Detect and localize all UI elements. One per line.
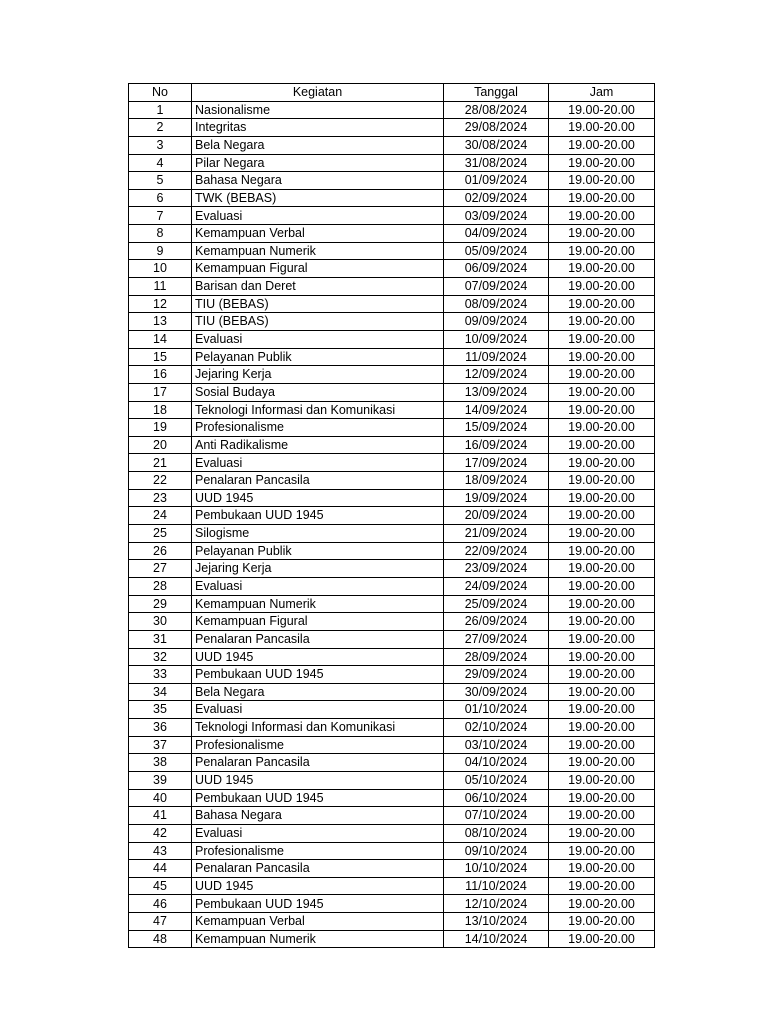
cell-tanggal: 26/09/2024: [444, 613, 549, 631]
cell-tanggal: 14/10/2024: [444, 930, 549, 948]
cell-kegiatan: Penalaran Pancasila: [192, 860, 444, 878]
table-row: [129, 472, 655, 490]
cell-jam: 19.00-20.00: [549, 895, 655, 913]
cell-jam: 19.00-20.00: [549, 824, 655, 842]
cell-kegiatan: Pembukaan UUD 1945: [192, 789, 444, 807]
cell-jam: 19.00-20.00: [549, 207, 655, 225]
cell-tanggal: 07/10/2024: [444, 807, 549, 825]
cell-jam: 19.00-20.00: [549, 930, 655, 948]
cell-tanggal: 20/09/2024: [444, 507, 549, 525]
cell-kegiatan: Bahasa Negara: [192, 807, 444, 825]
table-row: [129, 436, 655, 454]
cell-no: 20: [129, 436, 192, 454]
cell-tanggal: 05/09/2024: [444, 242, 549, 260]
header-row: [129, 84, 655, 102]
cell-no: 39: [129, 771, 192, 789]
cell-tanggal: 06/09/2024: [444, 260, 549, 278]
header-no: No: [129, 84, 192, 102]
cell-kegiatan: Evaluasi: [192, 207, 444, 225]
table-row: [129, 101, 655, 119]
cell-tanggal: 11/09/2024: [444, 348, 549, 366]
cell-no: 44: [129, 860, 192, 878]
cell-no: 25: [129, 525, 192, 543]
table-body: [129, 101, 655, 948]
cell-jam: 19.00-20.00: [549, 419, 655, 437]
cell-kegiatan: Pembukaan UUD 1945: [192, 507, 444, 525]
cell-tanggal: 08/09/2024: [444, 295, 549, 313]
cell-no: 14: [129, 330, 192, 348]
cell-jam: 19.00-20.00: [549, 595, 655, 613]
cell-kegiatan: Evaluasi: [192, 824, 444, 842]
cell-jam: 19.00-20.00: [549, 630, 655, 648]
cell-tanggal: 04/09/2024: [444, 225, 549, 243]
cell-tanggal: 13/09/2024: [444, 383, 549, 401]
cell-jam: 19.00-20.00: [549, 348, 655, 366]
cell-kegiatan: UUD 1945: [192, 648, 444, 666]
cell-jam: 19.00-20.00: [549, 525, 655, 543]
cell-kegiatan: UUD 1945: [192, 877, 444, 895]
cell-kegiatan: Kemampuan Numerik: [192, 595, 444, 613]
table-row: [129, 666, 655, 684]
header-tanggal: Tanggal: [444, 84, 549, 102]
cell-tanggal: 02/10/2024: [444, 719, 549, 737]
cell-tanggal: 15/09/2024: [444, 419, 549, 437]
table-row: [129, 648, 655, 666]
cell-tanggal: 27/09/2024: [444, 630, 549, 648]
cell-kegiatan: Integritas: [192, 119, 444, 137]
cell-tanggal: 07/09/2024: [444, 278, 549, 296]
cell-no: 33: [129, 666, 192, 684]
cell-kegiatan: Kemampuan Numerik: [192, 930, 444, 948]
cell-kegiatan: Barisan dan Deret: [192, 278, 444, 296]
cell-tanggal: 29/09/2024: [444, 666, 549, 684]
table-row: [129, 789, 655, 807]
cell-jam: 19.00-20.00: [549, 913, 655, 931]
cell-jam: 19.00-20.00: [549, 701, 655, 719]
cell-no: 3: [129, 136, 192, 154]
cell-kegiatan: Penalaran Pancasila: [192, 630, 444, 648]
cell-tanggal: 24/09/2024: [444, 577, 549, 595]
table-row: [129, 807, 655, 825]
cell-kegiatan: Evaluasi: [192, 330, 444, 348]
cell-no: 46: [129, 895, 192, 913]
cell-tanggal: 12/09/2024: [444, 366, 549, 384]
cell-jam: 19.00-20.00: [549, 860, 655, 878]
table-row: [129, 913, 655, 931]
cell-tanggal: 04/10/2024: [444, 754, 549, 772]
cell-no: 19: [129, 419, 192, 437]
cell-no: 22: [129, 472, 192, 490]
cell-jam: 19.00-20.00: [549, 189, 655, 207]
cell-tanggal: 31/08/2024: [444, 154, 549, 172]
cell-no: 17: [129, 383, 192, 401]
table-row: [129, 577, 655, 595]
cell-kegiatan: Jejaring Kerja: [192, 366, 444, 384]
cell-jam: 19.00-20.00: [549, 577, 655, 595]
cell-no: 29: [129, 595, 192, 613]
cell-no: 7: [129, 207, 192, 225]
cell-tanggal: 13/10/2024: [444, 913, 549, 931]
cell-kegiatan: Silogisme: [192, 525, 444, 543]
cell-jam: 19.00-20.00: [549, 648, 655, 666]
cell-kegiatan: Kemampuan Verbal: [192, 913, 444, 931]
cell-jam: 19.00-20.00: [549, 472, 655, 490]
cell-jam: 19.00-20.00: [549, 383, 655, 401]
cell-no: 42: [129, 824, 192, 842]
cell-tanggal: 18/09/2024: [444, 472, 549, 490]
cell-no: 13: [129, 313, 192, 331]
cell-tanggal: 22/09/2024: [444, 542, 549, 560]
table-row: [129, 401, 655, 419]
table-row: [129, 366, 655, 384]
table-row: [129, 754, 655, 772]
cell-no: 9: [129, 242, 192, 260]
table-row: [129, 172, 655, 190]
cell-tanggal: 01/09/2024: [444, 172, 549, 190]
table-row: [129, 454, 655, 472]
cell-kegiatan: UUD 1945: [192, 489, 444, 507]
cell-tanggal: 09/10/2024: [444, 842, 549, 860]
schedule-table: [128, 83, 655, 948]
cell-jam: 19.00-20.00: [549, 719, 655, 737]
cell-no: 35: [129, 701, 192, 719]
table-row: [129, 154, 655, 172]
table-row: [129, 895, 655, 913]
cell-tanggal: 02/09/2024: [444, 189, 549, 207]
cell-no: 23: [129, 489, 192, 507]
table-row: [129, 313, 655, 331]
cell-no: 36: [129, 719, 192, 737]
cell-no: 34: [129, 683, 192, 701]
table-row: [129, 136, 655, 154]
cell-no: 38: [129, 754, 192, 772]
cell-kegiatan: Jejaring Kerja: [192, 560, 444, 578]
cell-no: 18: [129, 401, 192, 419]
cell-tanggal: 03/09/2024: [444, 207, 549, 225]
cell-kegiatan: Evaluasi: [192, 577, 444, 595]
cell-no: 45: [129, 877, 192, 895]
cell-jam: 19.00-20.00: [549, 613, 655, 631]
cell-kegiatan: Penalaran Pancasila: [192, 472, 444, 490]
cell-no: 28: [129, 577, 192, 595]
table-row: [129, 860, 655, 878]
cell-kegiatan: Nasionalisme: [192, 101, 444, 119]
cell-jam: 19.00-20.00: [549, 295, 655, 313]
table-row: [129, 719, 655, 737]
table-row: [129, 207, 655, 225]
cell-jam: 19.00-20.00: [549, 771, 655, 789]
cell-jam: 19.00-20.00: [549, 260, 655, 278]
table-row: [129, 242, 655, 260]
cell-tanggal: 19/09/2024: [444, 489, 549, 507]
cell-kegiatan: Kemampuan Verbal: [192, 225, 444, 243]
cell-kegiatan: Pembukaan UUD 1945: [192, 895, 444, 913]
cell-tanggal: 11/10/2024: [444, 877, 549, 895]
table-row: [129, 683, 655, 701]
cell-tanggal: 14/09/2024: [444, 401, 549, 419]
cell-no: 41: [129, 807, 192, 825]
cell-tanggal: 05/10/2024: [444, 771, 549, 789]
cell-no: 24: [129, 507, 192, 525]
table-row: [129, 560, 655, 578]
cell-kegiatan: Profesionalisme: [192, 736, 444, 754]
table-row: [129, 295, 655, 313]
cell-kegiatan: Pembukaan UUD 1945: [192, 666, 444, 684]
cell-no: 1: [129, 101, 192, 119]
cell-jam: 19.00-20.00: [549, 436, 655, 454]
cell-jam: 19.00-20.00: [549, 877, 655, 895]
cell-no: 21: [129, 454, 192, 472]
table-row: [129, 225, 655, 243]
cell-tanggal: 03/10/2024: [444, 736, 549, 754]
cell-jam: 19.00-20.00: [549, 366, 655, 384]
cell-no: 2: [129, 119, 192, 137]
cell-kegiatan: Kemampuan Figural: [192, 613, 444, 631]
cell-kegiatan: Evaluasi: [192, 701, 444, 719]
cell-kegiatan: Bela Negara: [192, 136, 444, 154]
cell-tanggal: 01/10/2024: [444, 701, 549, 719]
table-row: [129, 507, 655, 525]
cell-jam: 19.00-20.00: [549, 401, 655, 419]
cell-kegiatan: Pilar Negara: [192, 154, 444, 172]
cell-kegiatan: Pelayanan Publik: [192, 542, 444, 560]
cell-jam: 19.00-20.00: [549, 154, 655, 172]
cell-tanggal: 10/10/2024: [444, 860, 549, 878]
cell-no: 32: [129, 648, 192, 666]
cell-no: 11: [129, 278, 192, 296]
cell-kegiatan: Kemampuan Figural: [192, 260, 444, 278]
cell-jam: 19.00-20.00: [549, 842, 655, 860]
cell-tanggal: 10/09/2024: [444, 330, 549, 348]
cell-kegiatan: UUD 1945: [192, 771, 444, 789]
cell-kegiatan: Penalaran Pancasila: [192, 754, 444, 772]
cell-kegiatan: Kemampuan Numerik: [192, 242, 444, 260]
cell-kegiatan: TWK (BEBAS): [192, 189, 444, 207]
cell-kegiatan: Evaluasi: [192, 454, 444, 472]
cell-jam: 19.00-20.00: [549, 101, 655, 119]
cell-no: 16: [129, 366, 192, 384]
cell-jam: 19.00-20.00: [549, 789, 655, 807]
cell-tanggal: 25/09/2024: [444, 595, 549, 613]
cell-no: 15: [129, 348, 192, 366]
cell-kegiatan: Profesionalisme: [192, 842, 444, 860]
cell-kegiatan: Sosial Budaya: [192, 383, 444, 401]
table-row: [129, 930, 655, 948]
cell-tanggal: 09/09/2024: [444, 313, 549, 331]
cell-tanggal: 17/09/2024: [444, 454, 549, 472]
table-row: [129, 771, 655, 789]
cell-no: 26: [129, 542, 192, 560]
cell-jam: 19.00-20.00: [549, 242, 655, 260]
table-row: [129, 595, 655, 613]
table-row: [129, 877, 655, 895]
cell-no: 12: [129, 295, 192, 313]
table-row: [129, 419, 655, 437]
cell-tanggal: 12/10/2024: [444, 895, 549, 913]
cell-tanggal: 30/08/2024: [444, 136, 549, 154]
table-row: [129, 542, 655, 560]
cell-jam: 19.00-20.00: [549, 666, 655, 684]
cell-tanggal: 16/09/2024: [444, 436, 549, 454]
cell-jam: 19.00-20.00: [549, 489, 655, 507]
cell-jam: 19.00-20.00: [549, 560, 655, 578]
cell-jam: 19.00-20.00: [549, 225, 655, 243]
header-jam: Jam: [549, 84, 655, 102]
cell-jam: 19.00-20.00: [549, 683, 655, 701]
cell-no: 48: [129, 930, 192, 948]
header-kegiatan: Kegiatan: [192, 84, 444, 102]
cell-kegiatan: Teknologi Informasi dan Komunikasi: [192, 401, 444, 419]
table-row: [129, 260, 655, 278]
cell-no: 37: [129, 736, 192, 754]
table-row: [129, 489, 655, 507]
cell-jam: 19.00-20.00: [549, 754, 655, 772]
table-row: [129, 842, 655, 860]
cell-tanggal: 23/09/2024: [444, 560, 549, 578]
table-row: [129, 383, 655, 401]
cell-tanggal: 30/09/2024: [444, 683, 549, 701]
cell-tanggal: 08/10/2024: [444, 824, 549, 842]
cell-tanggal: 29/08/2024: [444, 119, 549, 137]
cell-kegiatan: Teknologi Informasi dan Komunikasi: [192, 719, 444, 737]
table-row: [129, 330, 655, 348]
cell-jam: 19.00-20.00: [549, 278, 655, 296]
table-row: [129, 278, 655, 296]
table-row: [129, 736, 655, 754]
cell-tanggal: 28/08/2024: [444, 101, 549, 119]
cell-jam: 19.00-20.00: [549, 172, 655, 190]
cell-no: 30: [129, 613, 192, 631]
cell-tanggal: 28/09/2024: [444, 648, 549, 666]
cell-jam: 19.00-20.00: [549, 507, 655, 525]
cell-jam: 19.00-20.00: [549, 807, 655, 825]
table-row: [129, 613, 655, 631]
table-row: [129, 348, 655, 366]
cell-no: 4: [129, 154, 192, 172]
cell-tanggal: 21/09/2024: [444, 525, 549, 543]
cell-jam: 19.00-20.00: [549, 119, 655, 137]
table-row: [129, 525, 655, 543]
cell-jam: 19.00-20.00: [549, 454, 655, 472]
table-row: [129, 824, 655, 842]
cell-jam: 19.00-20.00: [549, 330, 655, 348]
cell-no: 27: [129, 560, 192, 578]
table-row: [129, 119, 655, 137]
cell-kegiatan: TIU (BEBAS): [192, 295, 444, 313]
table-row: [129, 630, 655, 648]
cell-kegiatan: Bela Negara: [192, 683, 444, 701]
cell-no: 43: [129, 842, 192, 860]
cell-no: 47: [129, 913, 192, 931]
cell-kegiatan: TIU (BEBAS): [192, 313, 444, 331]
cell-no: 40: [129, 789, 192, 807]
cell-jam: 19.00-20.00: [549, 542, 655, 560]
cell-kegiatan: Anti Radikalisme: [192, 436, 444, 454]
cell-kegiatan: Pelayanan Publik: [192, 348, 444, 366]
cell-kegiatan: Bahasa Negara: [192, 172, 444, 190]
cell-no: 31: [129, 630, 192, 648]
table-row: [129, 701, 655, 719]
cell-kegiatan: Profesionalisme: [192, 419, 444, 437]
cell-jam: 19.00-20.00: [549, 313, 655, 331]
cell-tanggal: 06/10/2024: [444, 789, 549, 807]
cell-no: 8: [129, 225, 192, 243]
cell-no: 5: [129, 172, 192, 190]
table-row: [129, 189, 655, 207]
cell-no: 10: [129, 260, 192, 278]
cell-jam: 19.00-20.00: [549, 736, 655, 754]
cell-no: 6: [129, 189, 192, 207]
cell-jam: 19.00-20.00: [549, 136, 655, 154]
